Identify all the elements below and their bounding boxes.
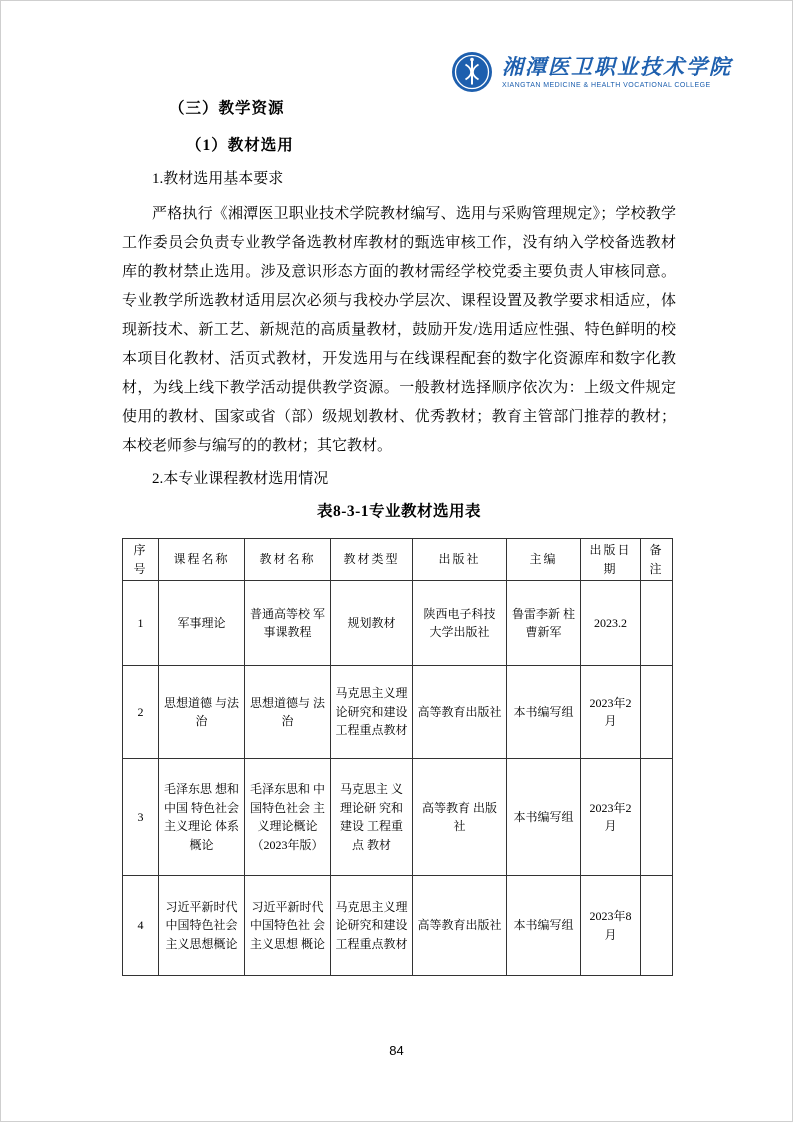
table-cell: 3 (123, 759, 159, 876)
table-cell: 普通高等校 军事课教程 (245, 581, 331, 666)
table-header-row (123, 539, 673, 581)
page-number: 84 (389, 1043, 404, 1058)
table-cell: 高等教育 出版 社 (413, 759, 507, 876)
table-row (123, 581, 673, 666)
table-cell: 陕西电子科技 大学出版社 (413, 581, 507, 666)
college-name-cn: 湘潭医卫职业技术学院 (502, 54, 732, 79)
header-cell-remark: 备注 (641, 539, 673, 581)
table-cell: 马克思主 义理论研 究和建设 工程重点 教材 (331, 759, 413, 876)
header-cell-publisher: 出版社 (413, 539, 507, 581)
table-cell (641, 876, 673, 976)
body-paragraph: 严格执行《湘潭医卫职业技术学院教材编写、选用与采购管理规定》；学校教学工作委员会负责专业教学备选教材库教材的甄选审核工作，没有纳入学校备选教材库的教材禁止选用。涉及意识形态方面的教材需经学校党委主要负责人审核同意。专业教学所选教材适用层次必须与我校办学层次、课程设置及教学要求相适应，体现新技术、新工艺、新规范的高质量教材，鼓励开发/选用适应性强、特色鲜明的校本项目化教材、活页式教材，开发选用与在线课程配套的数字化资源库和数字化教材，为线上线下教学活动提供教学资源。一般教材选择顺序依次为：上级文件规定使用的教材、国家或省（部）级规划教材、优秀教材；教育主管部门推荐的教材；本校老师参与编写的的教材；其它教材。 (122, 205, 676, 454)
table-cell: 2023年8月 (581, 876, 641, 976)
table-cell: 高等教育出版社 (413, 876, 507, 976)
table-cell: 毛泽东思 想和中国 特色社会 主义理论 体系概论 (159, 759, 245, 876)
list-item-1: 1.教材选用基本要求 (152, 171, 284, 187)
table-cell: 规划教材 (331, 581, 413, 666)
header-cell-editor: 主编 (507, 539, 581, 581)
college-logo-text (502, 55, 732, 89)
table-cell: 思想道德 与法治 (159, 666, 245, 759)
table-cell: 马克思主义理 论研究和建设 工程重点教材 (331, 666, 413, 759)
table-cell: 本书编写组 (507, 666, 581, 759)
header-cell-textbook: 教材名称 (245, 539, 331, 581)
table-cell (641, 666, 673, 759)
header-cell-course: 课程名称 (159, 539, 245, 581)
table-cell: 军事理论 (159, 581, 245, 666)
table-cell: 高等教育出版社 (413, 666, 507, 759)
table-cell: 2023年2 月 (581, 759, 641, 876)
table-cell: 毛泽东思和 中国特色社会 主义理论概论 （2023年版） (245, 759, 331, 876)
table-cell (641, 759, 673, 876)
table-cell: 1 (123, 581, 159, 666)
college-emblem-icon (451, 51, 493, 93)
table-cell: 习近平新时代 中国特色社 会主义思想 概论 (245, 876, 331, 976)
table-cell: 思想道德与 法治 (245, 666, 331, 759)
table-row (123, 876, 673, 976)
header-cell-date: 出版日期 (581, 539, 641, 581)
table-title: 表8-3-1专业教材选用表 (316, 503, 482, 520)
table-cell: 本书编写组 (507, 876, 581, 976)
section-heading: （三）教学资源 (169, 100, 285, 117)
document-content (122, 96, 676, 976)
table-cell: 4 (123, 876, 159, 976)
table-cell: 马克思主义理 论研究和建设 工程重点教材 (331, 876, 413, 976)
list-item-2: 2.本专业课程教材选用情况 (152, 470, 329, 487)
table-cell: 2 (123, 666, 159, 759)
subsection-heading: （1）教材选用 (186, 137, 294, 154)
materials-selection-table (122, 538, 673, 976)
table-cell: 2023年2月 (581, 666, 641, 759)
college-name-en: XIANGTAN MEDICINE & HEALTH VOCATIONAL COLLEGE (502, 82, 711, 90)
college-logo (451, 51, 732, 93)
header-cell-type: 教材类型 (331, 539, 413, 581)
table-cell: 2023.2 (581, 581, 641, 666)
table-row (123, 759, 673, 876)
header-cell-index: 序 号 (123, 539, 159, 581)
table-cell (641, 581, 673, 666)
table-cell: 本书编写组 (507, 759, 581, 876)
table-cell: 鲁雷李新 柱曹新军 (507, 581, 581, 666)
table-cell: 习近平新时代 中国特色社会 主义思想概论 (159, 876, 245, 976)
table-row (123, 666, 673, 759)
